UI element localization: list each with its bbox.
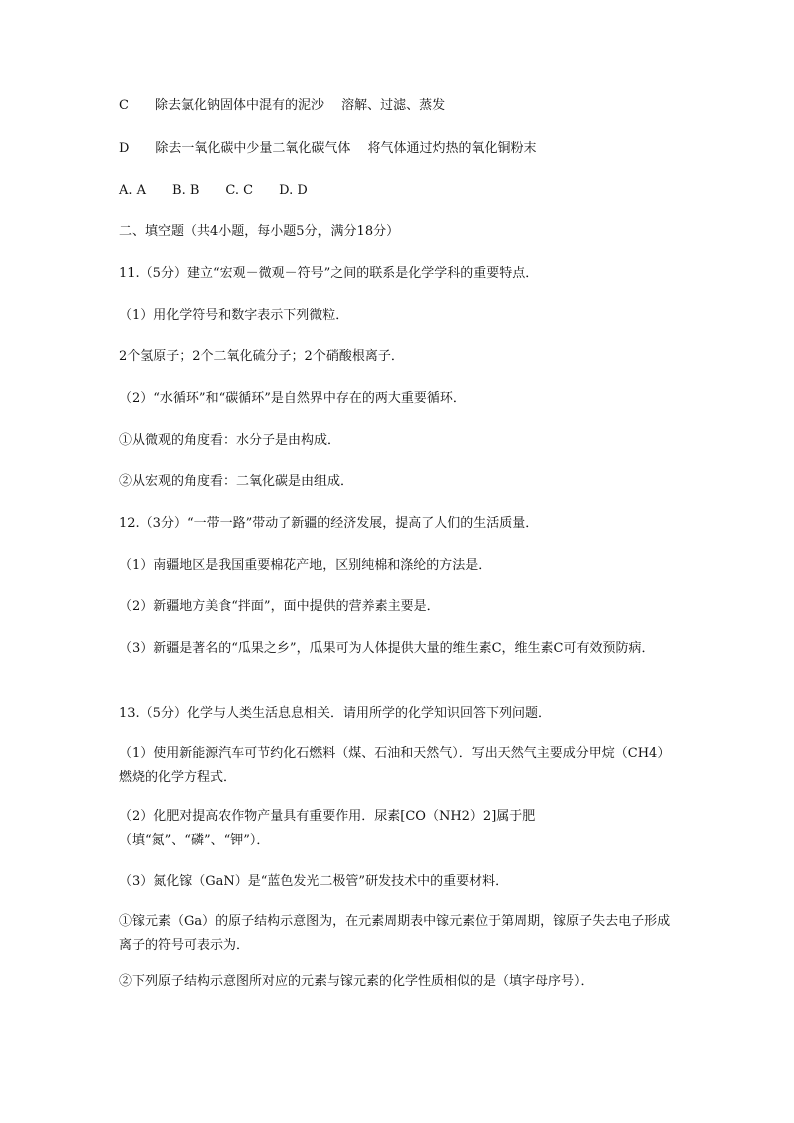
question-11-stem: 11.（5分）建立“宏观－微观－符号”之间的联系是化学学科的重要特点．: [119, 266, 539, 281]
question-13-part-2: （2）化肥对提高农作物产量具有重要作用．尿素[CO（NH2）2]属于肥（填“氮”、“磷”、“钾”）．: [119, 809, 536, 848]
question-13-stem: 13.（5分）化学与人类生活息息相关．请用所学的化学知识回答下列问题．: [119, 706, 551, 721]
question-13-part-3-item-2: ②下列原子结构示意图所对应的元素与镓元素的化学性质相似的是（填字母序号）．: [119, 974, 594, 989]
question-12-part-2: （2）新疆地方美食“拌面”，面中提供的营养素主要是．: [119, 599, 440, 614]
question-13-part-1: （1）使用新能源汽车可节约化石燃料（煤、石油和天然气）．写出天然气主要成分甲烷（CH4）燃烧的化学方程式．: [119, 746, 671, 785]
option-c-row: C 除去氯化钠固体中混有的泥沙 溶解、过滤、蒸发: [119, 98, 446, 113]
question-13-part-3-item-1: ①镓元素（Ga）的原子结构示意图为，在元素周期表中镓元素位于第周期，镓原子失去电子形成离子的符号可表示为．: [119, 914, 671, 953]
question-12-stem: 12.（3分）“一带一路”带动了新疆的经济发展，提高了人们的生活质量．: [119, 516, 539, 531]
question-12-part-3: （3）新疆是著名的“瓜果之乡”，瓜果可为人体提供大量的维生素C，维生素C可有效预防病．: [119, 641, 655, 656]
question-12-part-1: （1）南疆地区是我国重要棉花产地，区别纯棉和涤纶的方法是．: [119, 558, 492, 573]
question-11-part-2: （2）“水循环”和“碳循环”是自然界中存在的两大重要循环．: [119, 391, 466, 406]
option-d-row: D 除去一氧化碳中少量二氧化碳气体 将气体通过灼热的氧化铜粉末: [119, 141, 537, 156]
question-13-part-3: （3）氮化镓（GaN）是“蓝色发光二极管”研发技术中的重要材料．: [119, 874, 509, 889]
question-11-part-1-items: 2个氢原子；2个二氧化硫分子；2个硝酸根离子．: [119, 349, 404, 364]
answer-choices: A. A B. B C. C D. D: [119, 183, 308, 198]
section-heading: 二、填空题（共4小题，每小题5分，满分18分）: [119, 224, 400, 239]
question-11-part-1: （1）用化学符号和数字表示下列微粒．: [119, 308, 349, 323]
question-11-part-2-item-1: ①从微观的角度看：水分子是由构成．: [119, 433, 341, 448]
question-11-part-2-item-2: ②从宏观的角度看：二氧化碳是由组成．: [119, 474, 354, 489]
